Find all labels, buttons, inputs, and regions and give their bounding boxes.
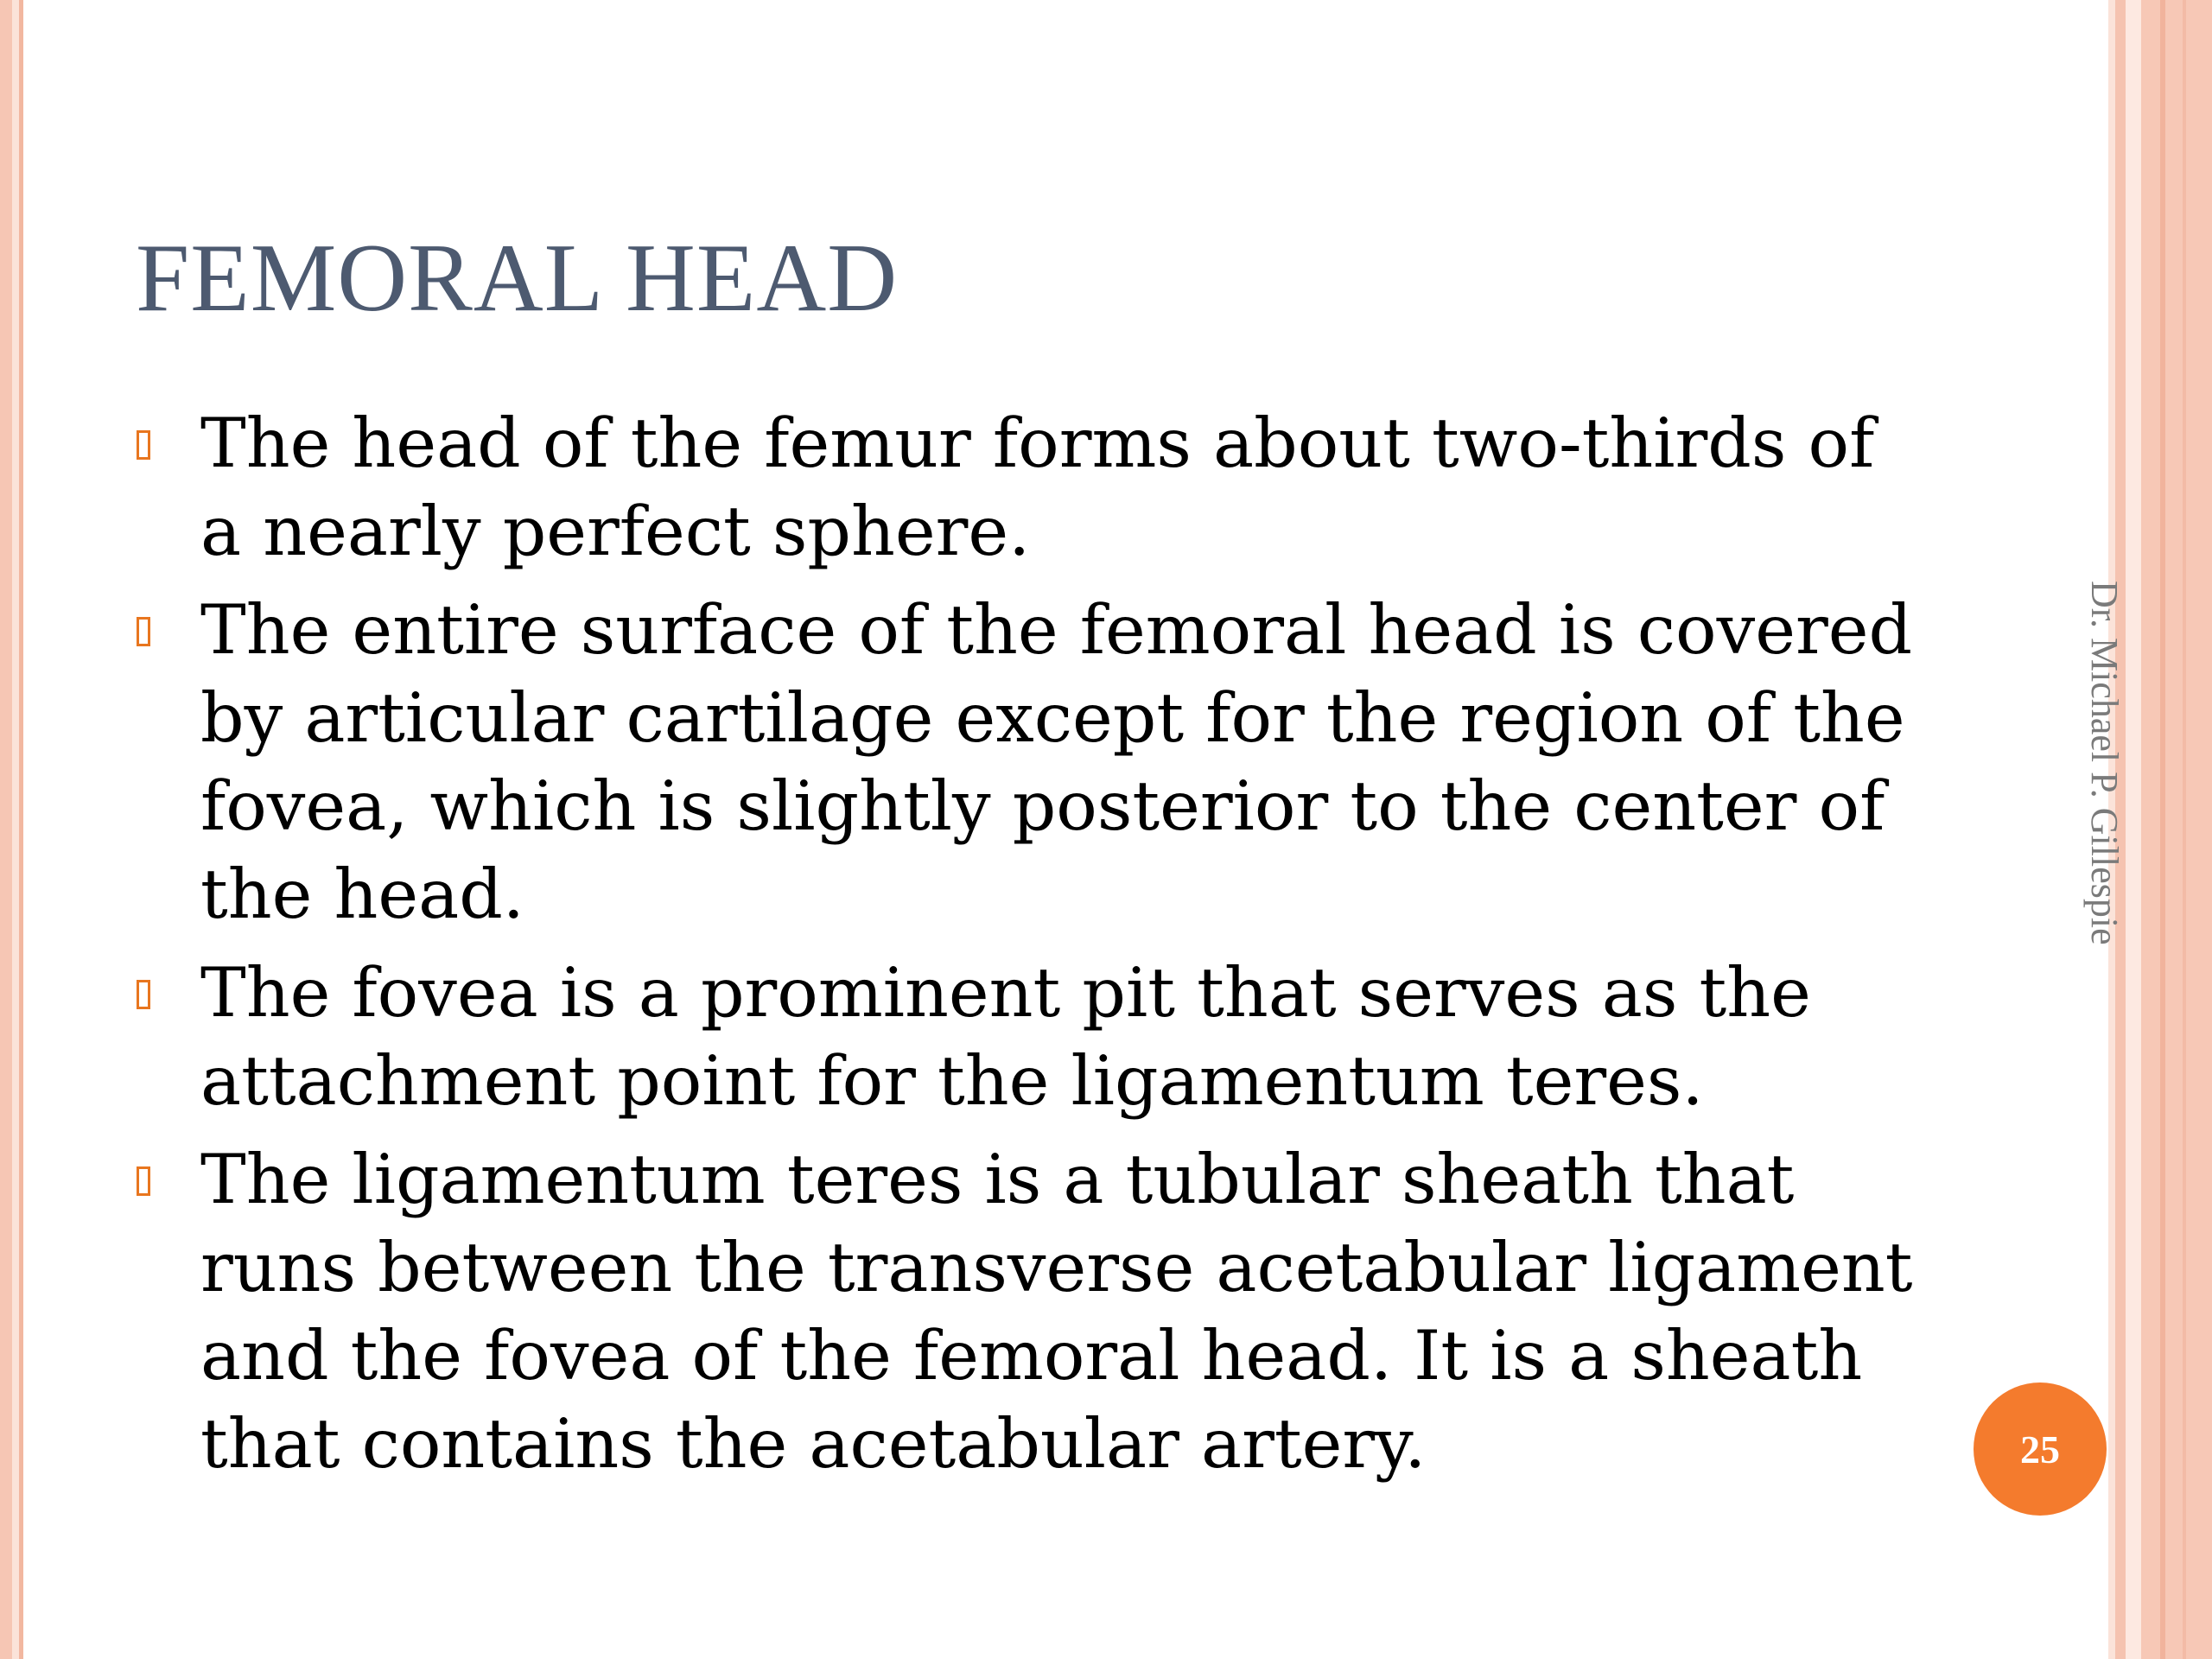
square-bullet-icon bbox=[137, 1166, 150, 1196]
bullet-text: The entire surface of the femoral head is covered by articular cartilage except for the region of the fovea, which is slightly posterior to the center of the head. bbox=[200, 590, 1913, 934]
bullet-item bbox=[130, 586, 1927, 938]
bullet-text: The head of the femur forms about two-thirds of a nearly perfect sphere. bbox=[200, 404, 1875, 571]
right-border-stripe bbox=[2183, 0, 2186, 1659]
slide-title: FEMORAL HEAD bbox=[136, 225, 899, 332]
right-border-stripe bbox=[2126, 0, 2141, 1659]
square-bullet-icon bbox=[137, 980, 150, 1009]
bullet-list bbox=[130, 399, 1927, 1498]
page-number-badge: 25 bbox=[1974, 1382, 2107, 1516]
bullet-item bbox=[130, 949, 1927, 1125]
left-border-stripe bbox=[12, 0, 19, 1659]
square-bullet-icon bbox=[137, 617, 150, 646]
right-border-stripe bbox=[2160, 0, 2165, 1659]
left-border-stripe bbox=[0, 0, 12, 1659]
bullet-text: The ligamentum teres is a tubular sheath that runs between the transverse acetabular ligament and the fovea of the femoral head. It is a sheath that contains the acetabular artery. bbox=[200, 1140, 1913, 1484]
square-bullet-icon bbox=[137, 430, 150, 460]
bullet-item bbox=[130, 1135, 1927, 1488]
bullet-item bbox=[130, 399, 1927, 575]
left-border-stripe bbox=[19, 0, 23, 1659]
author-credit: Dr. Michael P. Gillespie bbox=[2083, 581, 2126, 945]
right-border-stripe bbox=[2141, 0, 2212, 1659]
bullet-text: The fovea is a prominent pit that serves as the attachment point for the ligamentum teres. bbox=[200, 953, 1811, 1121]
